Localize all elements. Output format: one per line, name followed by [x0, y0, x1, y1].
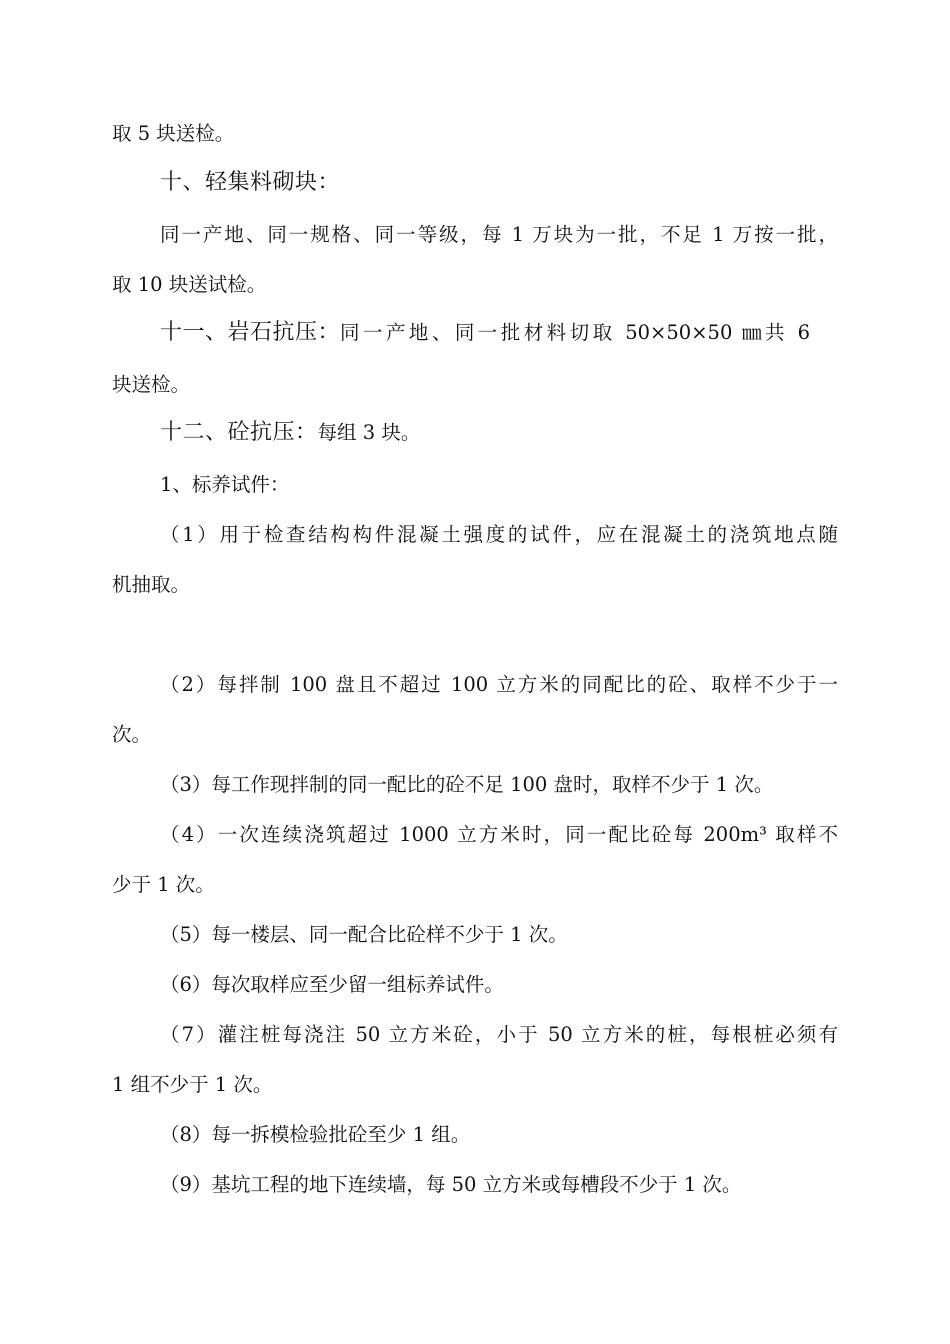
- paragraph-text: （8）每一拆模检验批砼至少 1 组。: [160, 1123, 471, 1146]
- text-line: [0, 872, 950, 898]
- paragraph-text: 1 组不少于 1 次。: [112, 1073, 273, 1096]
- paragraph-text: （5）每一楼层、同一配合比砼样不少于 1 次。: [160, 923, 568, 946]
- paragraph-text: （4）一次连续浇筑超过 1000 立方米时，同一配比砼每 200m³ 取样不: [160, 823, 838, 846]
- paragraph-text: （7）灌注桩每浇注 50 立方米砼，小于 50 立方米的桩，每根桩必须有: [160, 1023, 838, 1046]
- text-line: [0, 372, 950, 398]
- paragraph-text: （1）用于检查结构构件混凝土强度的试件，应在混凝土的浇筑地点随: [160, 523, 838, 546]
- list-item: [0, 472, 950, 498]
- text-line: [0, 121, 950, 147]
- text-line: [0, 1172, 950, 1198]
- text-line: [0, 822, 950, 848]
- paragraph-text: 同一产地、同一规格、同一等级，每 1 万块为一批，不足 1 万按一批，: [160, 223, 838, 246]
- text-line: [0, 1072, 950, 1098]
- paragraph-text: 同一产地、同一批材料切取 50×50×50 ㎜共 6: [340, 321, 811, 344]
- text-line: [0, 1122, 950, 1148]
- item-label: 1、标养试件：: [160, 473, 290, 496]
- text-line: [0, 922, 950, 948]
- text-line: [0, 572, 950, 598]
- paragraph-text: 次。: [112, 723, 152, 746]
- paragraph-text: （9）基坑工程的地下连续墙，每 50 立方米或每槽段不少于 1 次。: [160, 1173, 742, 1196]
- text-line: [0, 522, 950, 548]
- paragraph-text: （3）每工作现拌制的同一配比的砼不足 100 盘时，取样不少于 1 次。: [160, 773, 774, 796]
- paragraph-text: （6）每次取样应至少留一组标养试件。: [160, 973, 504, 996]
- heading-text: 十一、岩石抗压：: [160, 320, 341, 345]
- section-heading: [0, 320, 950, 346]
- text-line: [0, 272, 950, 298]
- text-line: [0, 772, 950, 798]
- paragraph-text: 少于 1 次。: [112, 873, 215, 896]
- text-line: [0, 222, 950, 248]
- paragraph-text: 机抽取。: [112, 573, 191, 596]
- paragraph-text: 块送检。: [112, 373, 191, 396]
- heading-text: 十、轻集料砌块：: [160, 170, 341, 195]
- section-heading: [0, 420, 950, 446]
- paragraph-text: 取 10 块送试检。: [112, 273, 267, 296]
- paragraph-text: 每组 3 块。: [317, 421, 421, 444]
- paragraph-text: 取 5 块送检。: [112, 122, 235, 145]
- heading-text: 十二、砼抗压：: [160, 420, 318, 445]
- text-line: [0, 672, 950, 698]
- paragraph-text: （2）每拌制 100 盘且不超过 100 立方米的同配比的砼、取样不少于一: [160, 673, 838, 696]
- text-line: [0, 972, 950, 998]
- section-heading: [0, 170, 950, 196]
- text-line: [0, 1022, 950, 1048]
- text-line: [0, 722, 950, 748]
